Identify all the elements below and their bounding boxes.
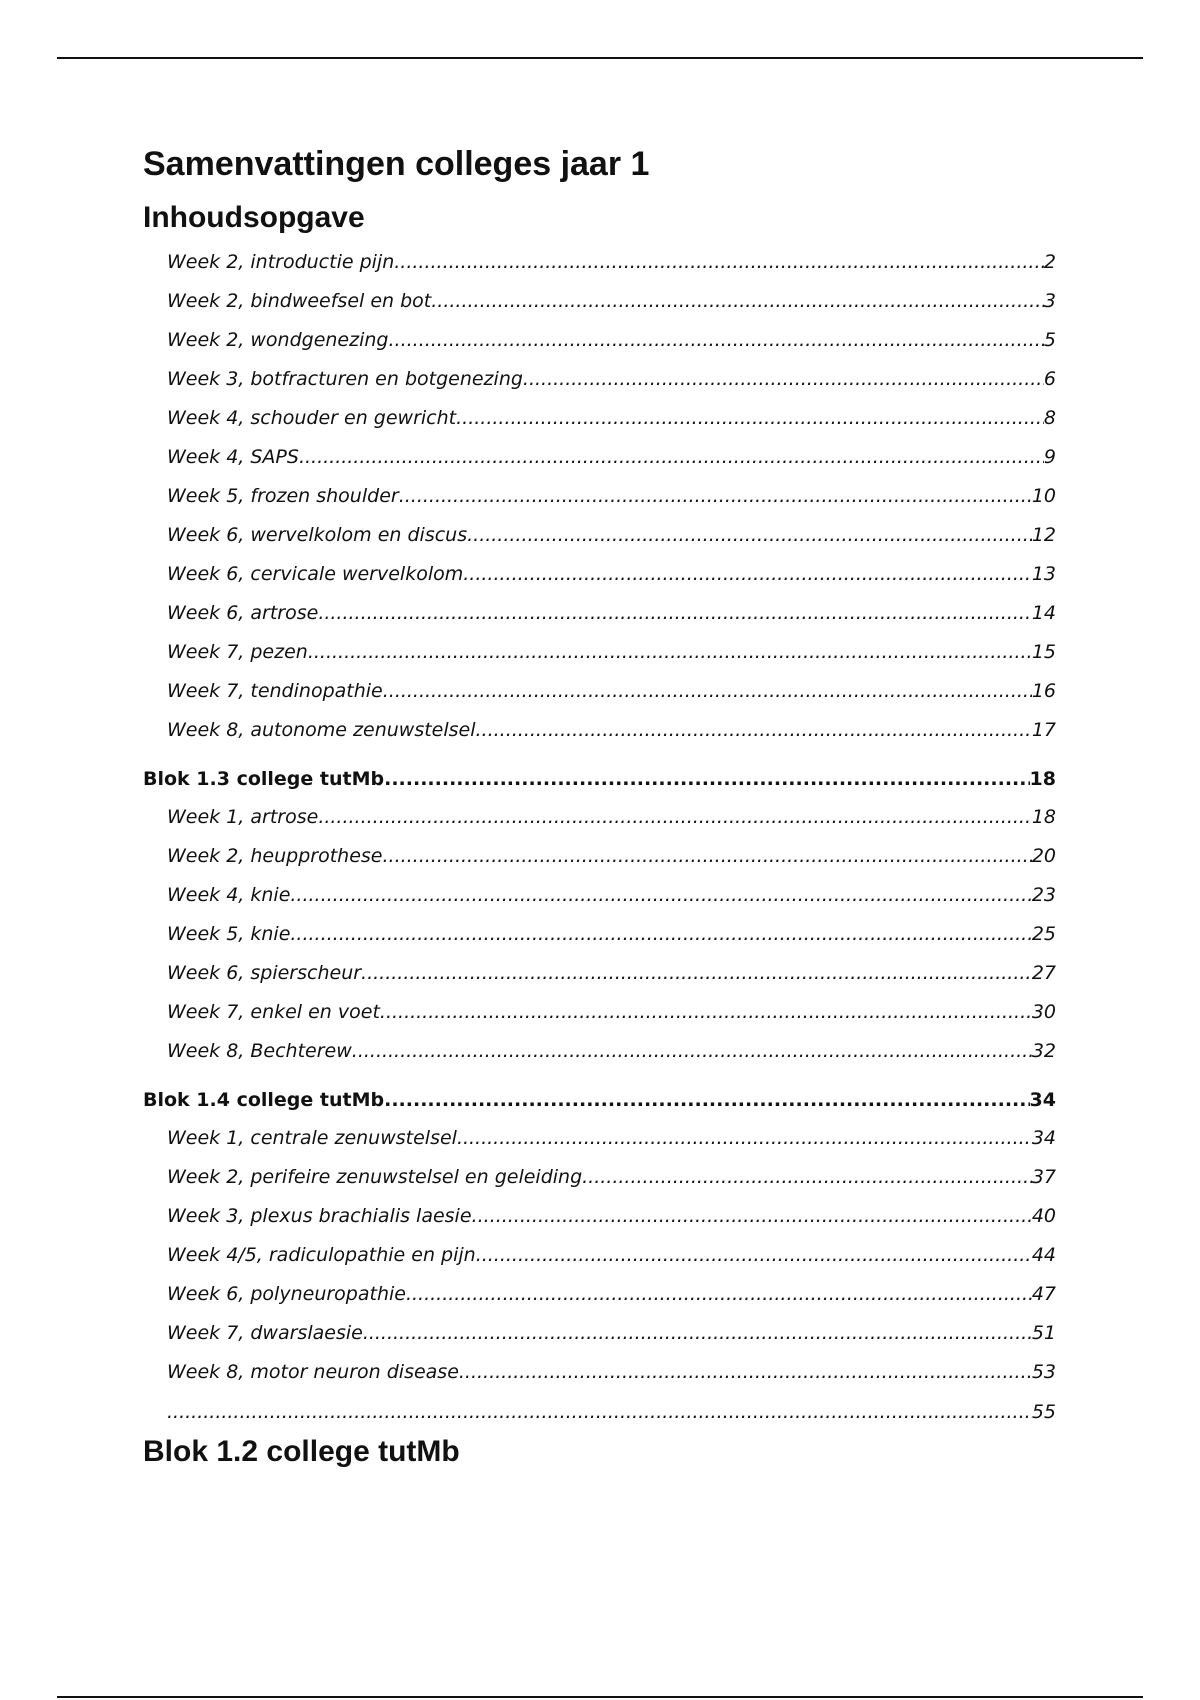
toc-entry-page: 5 bbox=[1043, 329, 1056, 351]
toc-entry-label: Week 8, Bechterew bbox=[167, 1040, 352, 1062]
toc-leader bbox=[431, 282, 1044, 321]
toc-entry-label: Week 4, knie bbox=[167, 884, 291, 906]
header-rule bbox=[57, 57, 1143, 59]
toc-entry-label: Week 6, artrose bbox=[167, 602, 319, 624]
toc-entry-label: Week 2, bindweefsel en bot bbox=[167, 290, 432, 312]
toc-entry-label: Week 4, schouder en gewricht bbox=[167, 407, 457, 429]
toc-entry-page: 23 bbox=[1031, 884, 1056, 906]
toc-leader bbox=[383, 672, 1032, 711]
toc-entry[interactable] bbox=[143, 516, 1056, 555]
toc-leader bbox=[308, 633, 1032, 672]
toc-entry-label: Week 2, perifeire zenuwstelsel en geleiding bbox=[167, 1166, 583, 1188]
toc-entry-page: 40 bbox=[1031, 1205, 1056, 1227]
toc-entry-label: Week 3, botfracturen en botgenezing bbox=[167, 368, 523, 390]
toc-leader bbox=[523, 360, 1044, 399]
toc-entry[interactable] bbox=[143, 672, 1056, 711]
toc-leader bbox=[384, 759, 1029, 800]
toc-entry-label: Week 6, polyneuropathie bbox=[167, 1283, 406, 1305]
toc-entry-page: 15 bbox=[1031, 641, 1056, 663]
toc-leader bbox=[382, 837, 1031, 876]
toc-leader bbox=[467, 516, 1032, 555]
toc-leader bbox=[384, 1080, 1029, 1121]
toc-entry[interactable] bbox=[143, 1275, 1056, 1314]
toc-entry-label: Week 7, enkel en voet bbox=[167, 1001, 380, 1023]
toc-leader bbox=[388, 321, 1043, 360]
toc-entry[interactable] bbox=[143, 954, 1056, 993]
toc-entry-page: 30 bbox=[1031, 1001, 1056, 1023]
toc-leader bbox=[352, 1032, 1032, 1071]
toc-leader bbox=[459, 1353, 1032, 1392]
toc-entry-page: 6 bbox=[1043, 368, 1056, 390]
toc-entry[interactable] bbox=[143, 360, 1056, 399]
toc-entry[interactable] bbox=[143, 633, 1056, 672]
toc-entry-page: 47 bbox=[1031, 1283, 1056, 1305]
toc-entry[interactable] bbox=[143, 321, 1056, 360]
toc-entry-page: 12 bbox=[1031, 524, 1056, 546]
toc-entry[interactable] bbox=[143, 1119, 1056, 1158]
toc-entry-label: Week 4/5, radiculopathie en pijn bbox=[167, 1244, 476, 1266]
toc-leader bbox=[399, 477, 1032, 516]
table-of-contents bbox=[143, 243, 1056, 1432]
toc-leader bbox=[394, 243, 1044, 282]
toc-entry-page: 14 bbox=[1031, 602, 1056, 624]
toc-entry-page: 17 bbox=[1031, 719, 1056, 741]
toc-entry[interactable] bbox=[143, 1032, 1056, 1071]
toc-entry-page: 51 bbox=[1031, 1322, 1056, 1344]
toc-entry-page: 9 bbox=[1043, 446, 1056, 468]
toc-entry-label: Week 7, pezen bbox=[167, 641, 308, 663]
toc-entry[interactable] bbox=[143, 477, 1056, 516]
toc-entry-page: 16 bbox=[1031, 680, 1056, 702]
toc-section-entry[interactable] bbox=[143, 759, 1056, 800]
toc-leader bbox=[380, 993, 1032, 1032]
toc-entry[interactable] bbox=[143, 594, 1056, 633]
toc-entry-label: Week 4, SAPS bbox=[167, 446, 299, 468]
toc-entry[interactable] bbox=[143, 438, 1056, 477]
toc-section-label: Blok 1.4 college tutMb bbox=[143, 1089, 385, 1111]
toc-entry[interactable] bbox=[143, 798, 1056, 837]
toc-entry-page: 10 bbox=[1031, 485, 1056, 507]
toc-heading: Inhoudsopgave bbox=[143, 201, 365, 234]
toc-section-entry[interactable] bbox=[143, 1080, 1056, 1121]
toc-leader bbox=[318, 798, 1032, 837]
toc-entry-page: 18 bbox=[1031, 806, 1056, 828]
toc-leader bbox=[361, 954, 1032, 993]
toc-entry-page: 8 bbox=[1043, 407, 1056, 429]
toc-entry[interactable] bbox=[143, 1158, 1056, 1197]
toc-entry[interactable] bbox=[143, 1236, 1056, 1275]
toc-entry-label: Week 8, autonome zenuwstelsel bbox=[167, 719, 476, 741]
toc-entry-label: Week 3, plexus brachialis laesie bbox=[167, 1205, 472, 1227]
toc-entry-label: Week 7, dwarslaesie bbox=[167, 1322, 363, 1344]
footer-rule bbox=[57, 1696, 1143, 1698]
toc-entry-page: 55 bbox=[1031, 1401, 1056, 1423]
toc-leader bbox=[299, 438, 1044, 477]
toc-leader bbox=[290, 876, 1031, 915]
toc-entry-label: Week 8, motor neuron disease bbox=[167, 1361, 459, 1383]
toc-entry[interactable] bbox=[143, 1393, 1056, 1432]
page-content bbox=[143, 138, 1056, 1472]
toc-leader bbox=[167, 1393, 1032, 1432]
toc-entry-label: Week 6, spierscheur bbox=[167, 962, 362, 984]
toc-leader bbox=[463, 555, 1032, 594]
toc-entry[interactable] bbox=[143, 711, 1056, 750]
toc-leader bbox=[363, 1314, 1032, 1353]
toc-leader bbox=[472, 1197, 1032, 1236]
toc-leader bbox=[290, 915, 1031, 954]
toc-entry-label: Week 2, wondgenezing bbox=[167, 329, 389, 351]
toc-entry-page: 13 bbox=[1031, 563, 1056, 585]
toc-leader bbox=[457, 1119, 1032, 1158]
toc-entry-page: 32 bbox=[1031, 1040, 1056, 1062]
toc-entry-page: 20 bbox=[1031, 845, 1056, 867]
toc-entry-page: 34 bbox=[1031, 1127, 1056, 1149]
toc-leader bbox=[476, 711, 1032, 750]
toc-leader bbox=[582, 1158, 1032, 1197]
toc-entry-label: Week 6, cervicale wervelkolom bbox=[167, 563, 464, 585]
toc-entry-page: 2 bbox=[1043, 251, 1056, 273]
toc-entry[interactable] bbox=[143, 555, 1056, 594]
toc-section-label: Blok 1.3 college tutMb bbox=[143, 768, 385, 790]
toc-entry[interactable] bbox=[143, 282, 1056, 321]
toc-entry[interactable] bbox=[143, 243, 1056, 282]
toc-entry[interactable] bbox=[143, 1197, 1056, 1236]
toc-leader bbox=[318, 594, 1032, 633]
toc-entry[interactable] bbox=[143, 399, 1056, 438]
toc-entry[interactable] bbox=[143, 1314, 1056, 1353]
section-heading: Blok 1.2 college tutMb bbox=[143, 1435, 460, 1468]
toc-entry-page: 25 bbox=[1031, 923, 1056, 945]
toc-entry-label: Week 1, centrale zenuwstelsel bbox=[167, 1127, 457, 1149]
toc-entry-page: 44 bbox=[1031, 1244, 1056, 1266]
toc-entry-label: Week 2, introductie pijn bbox=[167, 251, 395, 273]
toc-entry[interactable] bbox=[143, 876, 1056, 915]
toc-entry[interactable] bbox=[143, 837, 1056, 876]
toc-leader bbox=[456, 399, 1044, 438]
toc-entry-label: Week 1, artrose bbox=[167, 806, 319, 828]
toc-entry-page: 3 bbox=[1043, 290, 1056, 312]
toc-leader bbox=[476, 1236, 1032, 1275]
toc-entry[interactable] bbox=[143, 993, 1056, 1032]
toc-entry[interactable] bbox=[143, 915, 1056, 954]
toc-section-page: 34 bbox=[1029, 1089, 1056, 1111]
toc-entry-page: 27 bbox=[1031, 962, 1056, 984]
toc-entry[interactable] bbox=[143, 1353, 1056, 1392]
toc-entry-page: 53 bbox=[1031, 1361, 1056, 1383]
document-title: Samenvattingen colleges jaar 1 bbox=[143, 145, 650, 183]
toc-section-page: 18 bbox=[1029, 768, 1056, 790]
toc-entry-label: Week 6, wervelkolom en discus bbox=[167, 524, 468, 546]
toc-entry-page: 37 bbox=[1031, 1166, 1056, 1188]
toc-entry-label: Week 7, tendinopathie bbox=[167, 680, 383, 702]
toc-leader bbox=[406, 1275, 1032, 1314]
toc-entry-label: Week 5, knie bbox=[167, 923, 291, 945]
toc-entry-label: Week 5, frozen shoulder bbox=[167, 485, 399, 507]
toc-entry-label: Week 2, heupprothese bbox=[167, 845, 383, 867]
